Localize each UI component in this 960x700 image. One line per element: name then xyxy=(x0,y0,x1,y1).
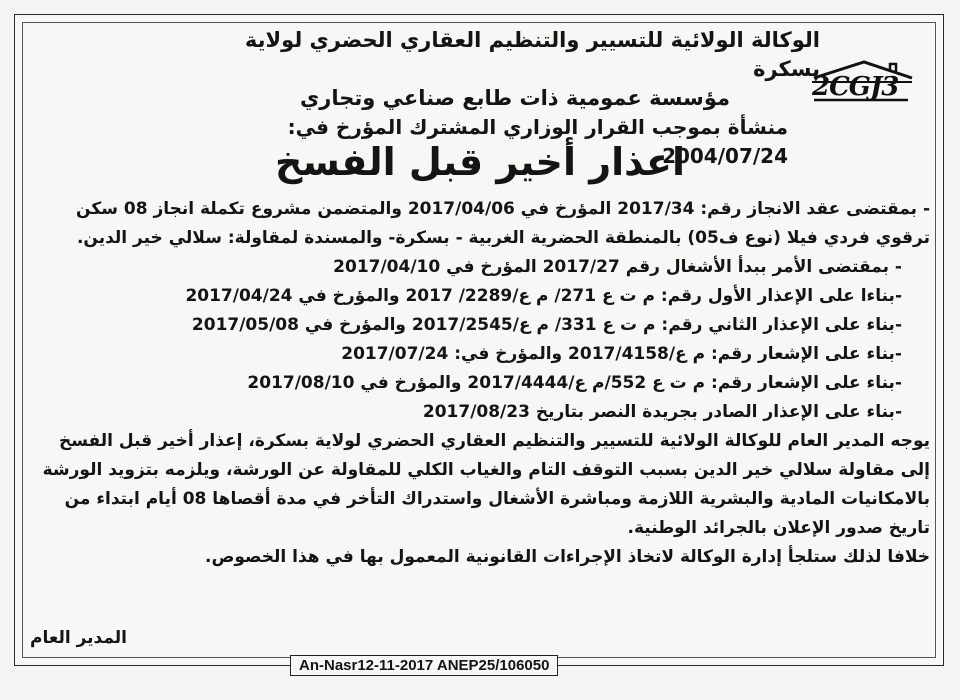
paragraph-line: خلافا لذلك ستلجأ إدارة الوكالة لاتخاذ الإجراءات القانونية المعمول بها في هذا الخصوص. xyxy=(205,547,930,567)
body-line: -بناء على الإعذار الثاني رقم: م ت ع 331/ م ع/2017/2545 والمؤرخ في 2017/05/08 xyxy=(191,315,902,335)
body-line: - بمقتضى الأمر ببدأ الأشغال رقم 2017/27 المؤرخ في 2017/04/10 xyxy=(333,257,902,277)
paragraph-line: يوجه المدير العام للوكالة الولائية للتسيير والتنظيم العقاري الحضري لولاية بسكرة، إعذار أخير قبل الفسخ xyxy=(58,431,930,451)
paragraph-line: إلى مقاولة سلالي خير الدين بسبب التوقف التام والغياب الكلي للمقاولة عن الورشة، ويلزمه بتزويد الورشة xyxy=(42,460,930,480)
notice-body xyxy=(30,195,930,572)
body-line: - بمقتضى عقد الانجاز رقم: 2017/34 المؤرخ في 2017/04/06 والمتضمن مشروع تكملة انجاز 08 سكن xyxy=(76,199,930,219)
paragraph-line: بالامكانيات المادية والبشرية اللازمة ومباشرة الأشغال واستدراك التأخر في مدة أقصاها 08 أيام ابتداء من xyxy=(64,489,930,509)
paragraph-line: تاريخ صدور الإعلان بالجرائد الوطنية. xyxy=(627,518,930,538)
publication-reference: An-Nasr12-11-2017 ANEP25/106050 xyxy=(290,655,558,676)
agency-name: الوكالة الولائية للتسيير والتنظيم العقاري الحضري لولاية بسكرة xyxy=(244,28,820,81)
signature-general-director: المدير العام xyxy=(30,628,127,648)
house-roof-logo-icon: 2CGJ3 xyxy=(808,58,918,104)
body-line: ترقوي فردي فيلا (نوع ف05) بالمنطقة الحضرية الغربية - بسكرة- والمسندة لمقاولة: سلالي خير الدين. xyxy=(76,228,930,248)
body-line: -بناء على الإشعار رقم: م ت ع 552/م ع/2017/4444 والمؤرخ في 2017/08/10 xyxy=(247,373,902,393)
body-line: -بناء على الإعذار الصادر بجريدة النصر بتاريخ 2017/08/23 xyxy=(422,402,902,422)
notice-paragraph xyxy=(30,427,930,572)
body-line: -بناء على الإشعار رقم: م ع/2017/4158 والمؤرخ في: 2017/07/24 xyxy=(341,344,902,364)
agency-decree: منشأة بموجب القرار الوزاري المشترك المؤرخ في: 2004/07/24 xyxy=(287,115,788,168)
agency-type: مؤسسة عمومية ذات طابع صناعي وتجاري xyxy=(300,86,730,110)
body-line: -بناءا على الإعذار الأول رقم: م ت ع 271/ م ع/2289/ 2017 والمؤرخ في 2017/04/24 xyxy=(185,286,902,306)
notice-title: اعذار أخير قبل الفسخ xyxy=(274,140,686,184)
